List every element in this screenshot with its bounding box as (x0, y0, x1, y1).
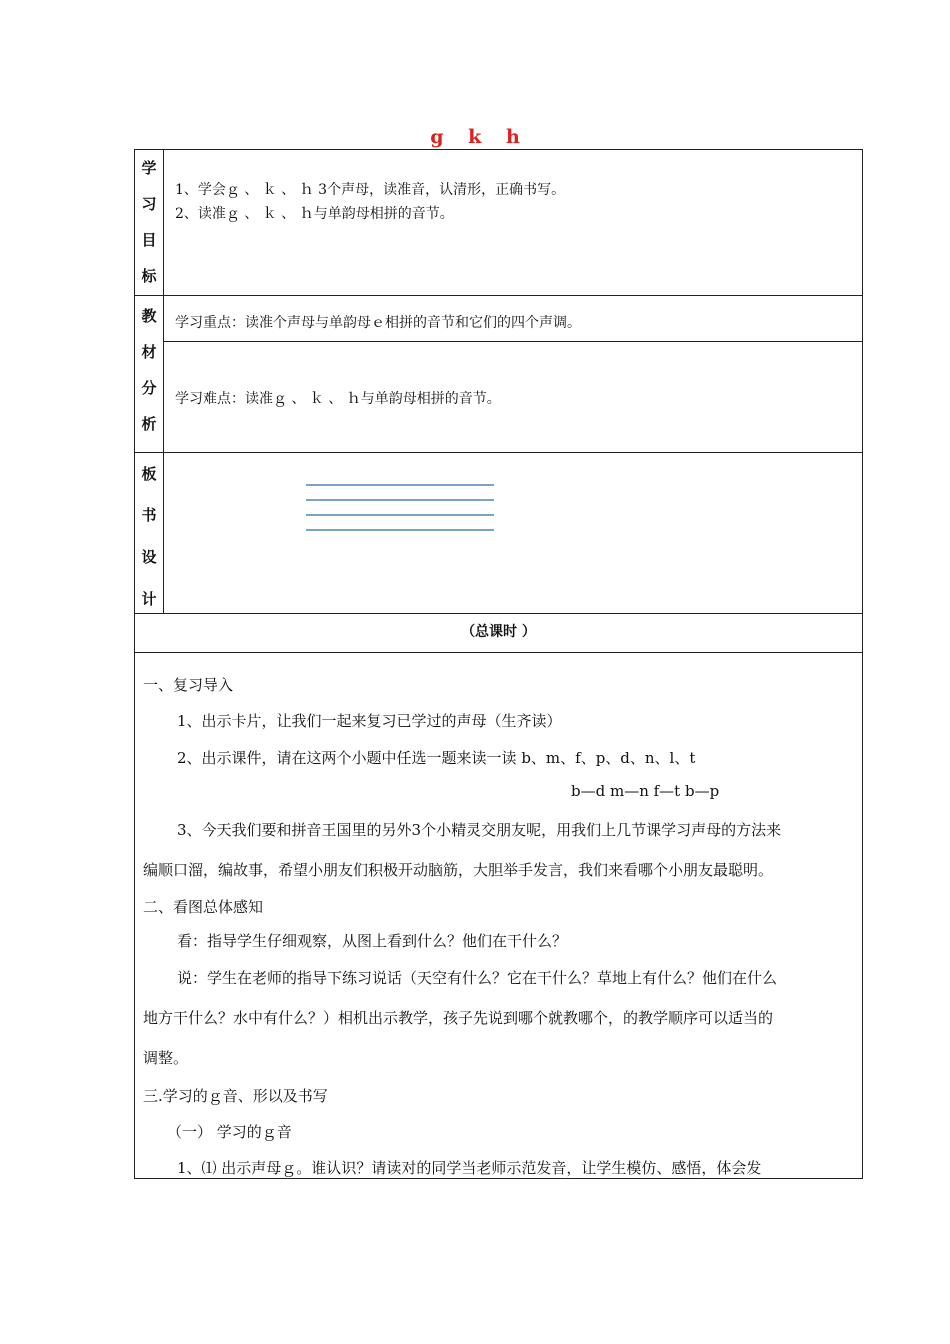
paragraph: 看：指导学生仔细观察，从图上看到什么？他们在干什么？ (177, 932, 568, 950)
analysis-label: 教 材 分 析 (141, 307, 157, 433)
guide-line (306, 514, 494, 516)
board-label: 板 书 设 计 (141, 465, 157, 608)
title-letter-h: h (505, 126, 520, 148)
guide-line (306, 529, 494, 531)
paragraph: 1、⑴ 出示声母ｇ。谁认识？请读对的同学当老师示范发音，让学生模仿、感悟，体会发 (177, 1159, 762, 1177)
difficulty-text: 学习难点：读准ｇ 、 ｋ 、 ｈ与单韵母相拼的音节。 (175, 391, 501, 407)
title-letter-g: g (430, 126, 444, 148)
goal-line-1: 1、学会ｇ 、 ｋ 、 ｈ 3个声母，读准音，认清形，正确书写。 (175, 182, 566, 198)
paragraph: 说：学生在老师的指导下练习说话（天空有什么？它在干什么？草地上有什么？他们在什么 (177, 969, 778, 987)
paragraph: 2、出示课件，请在这两个小题中任选一题来读一读 b、m、f、p、d、n、l、t (177, 749, 696, 767)
paragraph: 3、今天我们要和拼音王国里的另外3个小精灵交朋友呢，用我们上几节课学习声母的方法来 (177, 821, 782, 839)
heading-review: 一、复习导入 (143, 676, 234, 694)
title-letter-k: k (468, 126, 482, 148)
heading-learn-g: 三.学习的ｇ音、形以及书写 (143, 1087, 328, 1105)
row-divider (163, 341, 862, 342)
lesson-plan-table (134, 149, 863, 1179)
paragraph: 调整。 (143, 1049, 189, 1067)
column-divider (163, 150, 164, 613)
paragraph: 1、出示卡片，让我们一起来复习已学过的声母（生齐读） (177, 712, 562, 730)
total-hours-row: （总课时 ） (461, 624, 536, 640)
goals-label: 学 习 目 标 (141, 159, 157, 285)
goal-line-2: 2、读准ｇ 、 ｋ 、 ｈ与单韵母相拼的音节。 (175, 206, 454, 222)
heading-observe: 二、看图总体感知 (143, 898, 264, 916)
paragraph: 地方干什么？水中有什么？）相机出示教学，孩子先说到哪个就教哪个，的教学顺序可以适当的 (143, 1009, 774, 1027)
row-divider (135, 295, 862, 296)
row-divider (135, 613, 862, 614)
key-point-text: 学习重点：读准个声母与单韵母ｅ相拼的音节和它们的四个声调。 (175, 315, 581, 331)
guide-line (306, 484, 494, 486)
paragraph: b—d m—n f—t b—p (571, 782, 720, 800)
guide-line (306, 499, 494, 501)
page-title (0, 126, 950, 148)
paragraph: 编顺口溜，编故事，希望小朋友们积极开动脑筋，大胆举手发言，我们来看哪个小朋友最聪明。 (143, 861, 774, 879)
subheading: （一） 学习的ｇ音 (167, 1123, 292, 1141)
row-divider (135, 652, 862, 653)
row-divider (135, 452, 862, 453)
